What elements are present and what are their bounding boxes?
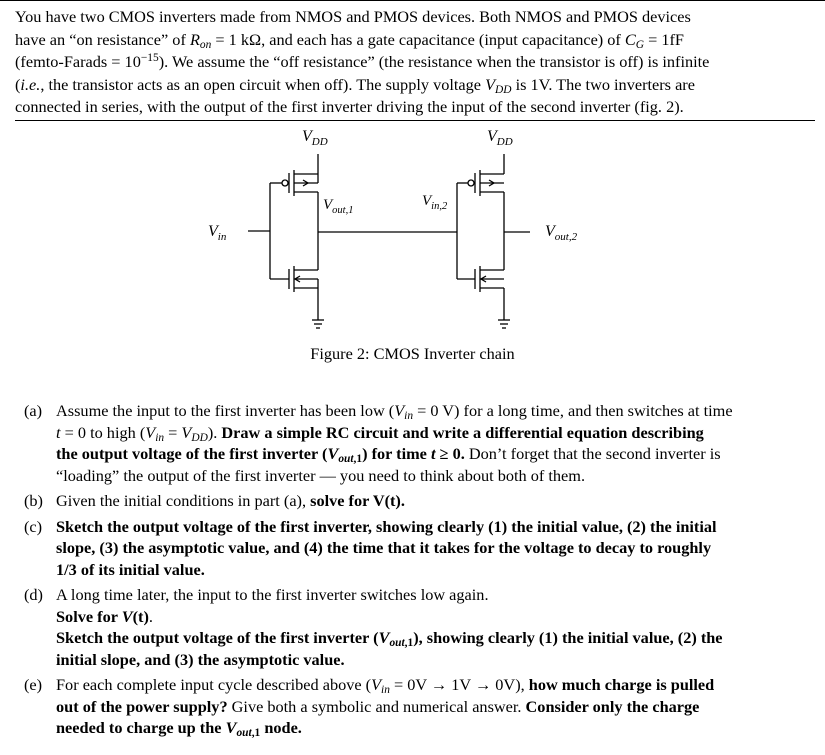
vin2-label: $V_{in,2}$ (422, 193, 448, 212)
figure-caption: Figure 2: CMOS Inverter chain (310, 344, 515, 363)
part-e: (e) For each complete input cycle described above $(V_{in} = 0V \to 1V \to 0V)$, how much charge is pulled out of the power supply? Give both a symbolic and numerical answer. Consider only the charge needed to charge up the $V_{out,1}$ node. (24, 675, 715, 739)
inverter-1 (248, 154, 324, 328)
vout2-label: $V_{out,2}$ (545, 223, 578, 243)
intro-line-1: You have two CMOS inverters made from NMOS and PMOS devices. Both NMOS and PMOS devices (15, 7, 691, 26)
part-b: (b) Given the initial conditions in part (a), solve for V(t). (24, 491, 405, 510)
cmos-inverter-chain-figure (0, 0, 825, 340)
intro-line-4: (i.e., the transistor acts as an open circuit when off). The supply voltage $V_{DD}$ is 1V. The two inverters are (15, 74, 695, 96)
intro-line-2: have an “on resistance” of $R_{on} = 1$ kΩ, and each has a gate capacitance (input capacitance) of $C_G = 1fF$ (15, 29, 684, 51)
vin-label: $V_{in}$ (208, 223, 227, 243)
part-a: (a) Assume the input to the first inverter has been low ($V_{in} = 0$ V) for a long time, and then switches at time t = 0 to high $(V_{in} = V_{DD})$. Draw a simple RC circuit and write a differential equation describing the output voltage of the first inverter $(V_{out,1})$ for time t ≥ 0. Don’t forget that the second inverter is “loading” the output of the first inverter — you need to think about both of them. (24, 401, 733, 485)
vout1-label: $V_{out,1}$ (323, 197, 354, 216)
vdd-label-1: $V_{DD}$ (302, 128, 328, 148)
inverter-2 (457, 154, 530, 328)
intro-line-5: connected in series, with the output of the first inverter driving the input of the second inverter (fig. 2). (15, 97, 684, 116)
intro-line-3: (femto-Farads = $10^{-15}$). We assume the “off resistance” (the resistance when the transistor is off) is infinite (15, 52, 710, 71)
vdd-label-2: $V_{DD}$ (487, 128, 513, 148)
question-parts (24, 400, 814, 743)
part-c: (c) Sketch the output voltage of the first inverter, showing clearly (1) the initial value, (2) the initial slope, (3) the asymptotic value, and (4) the time that it takes for the voltage to decay to roughly 1/3 of its initial value. (24, 516, 717, 579)
part-d: (d) A long time later, the input to the first inverter switches low again. Solve for V(t). Sketch the output voltage of the first inverter $(V_{out,1})$, showing clearly (1) the initial value, (2) the initial slope, and (3) the asymptotic value. (24, 585, 723, 669)
